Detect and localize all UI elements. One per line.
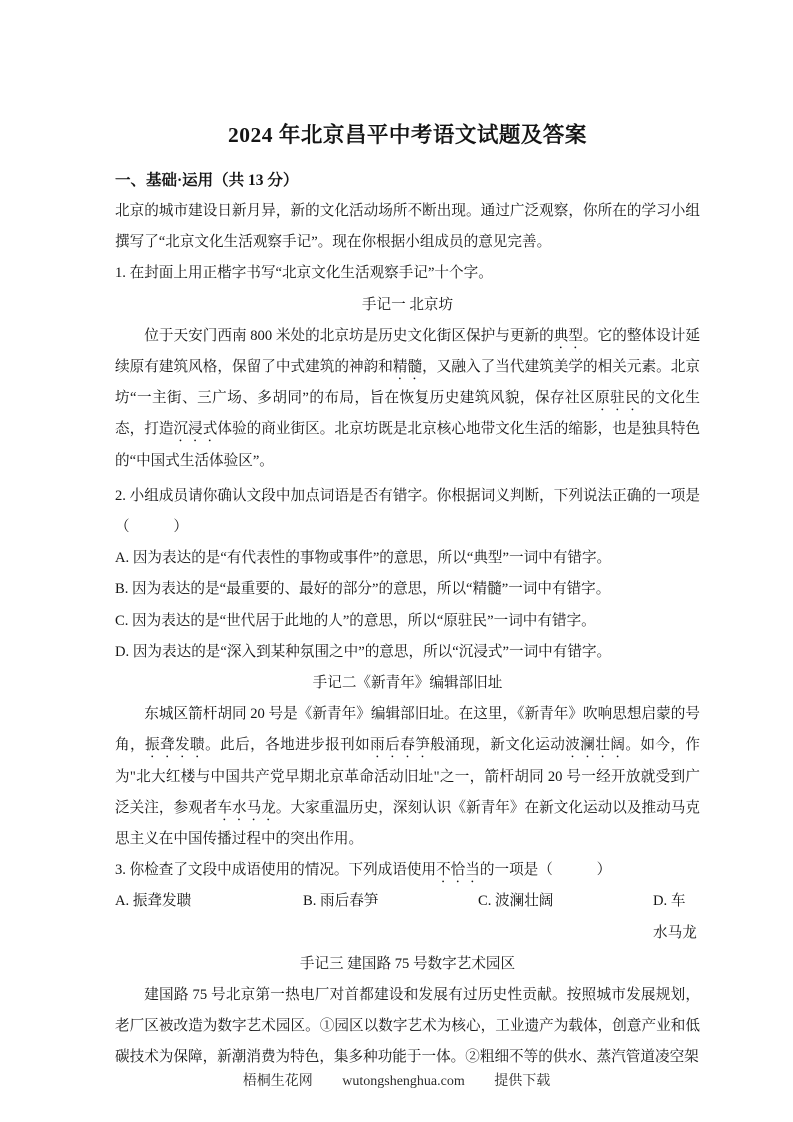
text-segment: 。大家重温历史，深刻认识《新青年》在新文化运动以及推动马克思主义在中国传播过程中的突出作用。 [115, 799, 700, 848]
question-3-options [115, 886, 700, 948]
emphasized-term: 不恰当 [436, 862, 480, 879]
page-footer [0, 1072, 793, 1092]
emphasized-term: 振聋发聩 [145, 737, 206, 754]
emphasized-term: 沉浸式 [173, 421, 218, 438]
question-2-option-b: B. 因为表达的是“最重要的、最好的部分”的意思，所以“精髓”一词中有错字。 [115, 581, 611, 598]
question-1: 1. 在封面上用正楷字书写“北京文化生活观察手记”十个字。 [115, 265, 493, 282]
text-segment: 。此后，各地进步报刊如 [205, 737, 371, 754]
text-segment: 3. 你检查了文段中成语使用的情况。下列成语使用 [115, 862, 437, 879]
question-2-option-a: A. 因为表达的是“有代表性的事物或事件”的意思，所以“典型”一词中有错字。 [115, 550, 612, 567]
question-3 [115, 855, 700, 886]
emphasized-term: 波澜壮阔 [565, 737, 626, 754]
footer-site-url: wutongshenghua.com [342, 1074, 465, 1089]
intro-paragraph: 北京的城市建设日新月异，新的文化活动场所不断出现。通过广泛观察，你所在的学习小组撰写了“北京文化生活观察手记”。现在你根据小组成员的意见完善。 [115, 203, 700, 251]
text-segment: ，又融入了当代建筑美学的相关元素。北京坊“一主街、三广场、多胡同”的布局，旨在恢复历史建筑风貌，保存社区 [115, 359, 700, 407]
emphasized-term: 车水马龙 [217, 799, 276, 816]
note3-heading: 手记三 建国路 75 号数字艺术园区 [299, 955, 516, 972]
question-2-option-c: C. 因为表达的是“世代居于此地的人”的意思，所以“原驻民”一词中有错字。 [115, 612, 596, 629]
text-segment: 的一项是（ ） [479, 862, 612, 879]
emphasized-term: 典型 [553, 327, 583, 344]
footer-download-label: 提供下载 [494, 1074, 551, 1089]
text-segment: 体验的商业街区。北京坊既是北京核心地带文化生活的缩影，也是独具特色的“中国式生活体验区”。 [115, 421, 700, 469]
question-3-option-b: B. 雨后春笋 [303, 893, 379, 910]
text-segment: 东城区箭杆胡同 20 号是《新青年》编辑部旧址。在这里，《新青年》吹响思想启蒙的号角， [115, 706, 700, 754]
emphasized-term: 原驻民 [595, 390, 641, 407]
document-title: 2024 年北京昌平中考语文试题及答案 [228, 123, 587, 147]
emphasized-term: 精髓 [392, 359, 423, 376]
footer-site-name: 梧桐生花网 [242, 1074, 313, 1089]
question-2: 2. 小组成员请你确认文段中加点词语是否有错字。你根据词义判断，下列说法正确的一项是（ ） [115, 487, 700, 536]
text-segment: 。如今，作为"北大红楼与中国共产党早期北京革命活动旧址"之一，箭杆胡同 20 号一经开放就受到广泛关注，参观者 [115, 737, 700, 816]
note1-paragraph [115, 321, 700, 477]
question-3-option-a: A. 振聋发聩 [115, 893, 192, 910]
text-segment: 位于天安门西南 800 米处的北京坊是历史文化街区保护与更新的 [144, 327, 554, 344]
question-3-option-c: C. 波澜壮阔 [478, 893, 554, 910]
question-3-option-d: D. 车水马龙 [653, 893, 697, 941]
note1-heading: 手记一 北京坊 [361, 296, 454, 313]
note2-paragraph [115, 699, 700, 855]
text-segment: 般涌现，新文化运动 [430, 737, 566, 754]
emphasized-term: 雨后春笋 [370, 737, 431, 754]
question-2-option-d: D. 因为表达的是“深入到某种氛围之中”的意思，所以“沉浸式”一词中有错字。 [115, 643, 612, 660]
text-segment: 的文化生态，打造 [115, 390, 700, 438]
text-segment: 。它的整体设计延续原有建筑风格，保留了中式建筑的神韵和 [115, 327, 700, 376]
note3-paragraph: 建国路 75 号北京第一热电厂对首都建设和发展有过历史性贡献。按照城市发展规划，老厂区被改造为数字艺术园区。①园区以数字艺术为核心，工业遗产为载体，创意产业和低碳技术为保障，新潮消费为特色，集多种功能于一体。②粗细不等的供水、蒸汽管道凌空架 [115, 987, 700, 1066]
section-heading: 一、基础·运用（共 13 分） [115, 172, 299, 189]
note2-heading: 手记二《新青年》编辑部旧址 [312, 675, 503, 692]
